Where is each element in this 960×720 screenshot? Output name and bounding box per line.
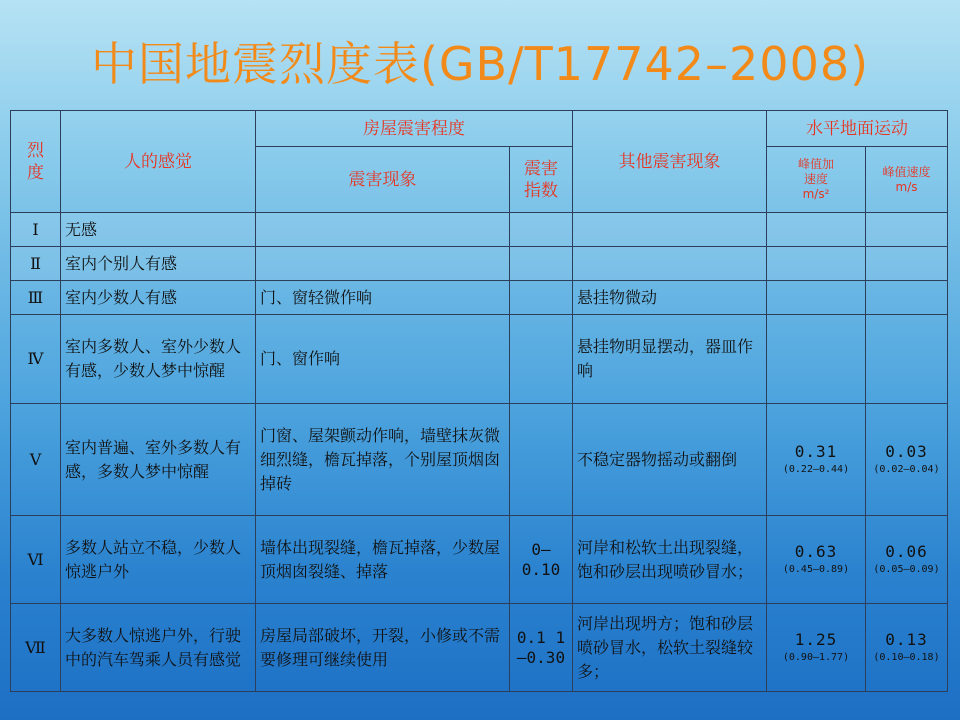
acc-cell: [767, 604, 866, 692]
feeling-cell: 室内少数人有感: [61, 281, 256, 315]
acc-value: 0.31: [794, 441, 838, 461]
acc-cell: [767, 404, 866, 516]
header-ground-motion: 水平地面运动: [767, 111, 948, 147]
vel-range: (0.05—0.09): [873, 563, 940, 575]
acc-range: (0.22—0.44): [782, 463, 850, 475]
degree-cell: Ⅰ: [11, 213, 61, 247]
degree-cell: Ⅴ: [11, 404, 61, 516]
index-cell: [510, 315, 573, 404]
index-cell: 0.1 1—0.30: [510, 604, 573, 692]
degree-cell: Ⅲ: [11, 281, 61, 315]
degree-cell: Ⅱ: [11, 247, 61, 281]
header-peak-vel-label: 峰值速度 m/s: [882, 164, 931, 194]
other-cell: 不稳定器物摇动或翻倒: [573, 404, 767, 516]
header-damage-index-label: 震害 指数: [524, 158, 558, 201]
other-cell: [573, 247, 767, 281]
header-other-phenomena: 其他震害现象: [573, 111, 767, 213]
acc-cell: [767, 281, 866, 315]
header-degree-label: 烈 度: [27, 140, 44, 183]
vel-cell: [866, 604, 948, 692]
feeling-cell: 室内个别人有感: [61, 247, 256, 281]
table-row: [11, 281, 948, 315]
damage-cell: 房屋局部破坏，开裂，小修或不需要修理可继续使用: [256, 604, 510, 692]
degree-cell: Ⅶ: [11, 604, 61, 692]
header-peak-acc: [767, 147, 866, 213]
damage-cell: [256, 247, 510, 281]
acc-value: 1.25: [794, 629, 838, 649]
damage-cell: 墙体出现裂缝，檐瓦掉落，少数屋顶烟囱裂缝、掉落: [256, 516, 510, 604]
acc-range: (0.45—0.89): [782, 563, 850, 575]
other-cell: [573, 213, 767, 247]
feeling-cell: 大多数人惊逃户外，行驶中的汽车驾乘人员有感觉: [61, 604, 256, 692]
table-row: [11, 315, 948, 404]
feeling-cell: 无感: [61, 213, 256, 247]
acc-cell: [767, 213, 866, 247]
table-row: [11, 404, 948, 516]
header-damage-phenomenon: 震害现象: [256, 147, 510, 213]
index-cell: [510, 247, 573, 281]
vel-cell: [866, 213, 948, 247]
table-row: [11, 247, 948, 281]
vel-cell: [866, 247, 948, 281]
table-row: [11, 213, 948, 247]
header-peak-vel: [866, 147, 948, 213]
damage-cell: 门、窗轻微作响: [256, 281, 510, 315]
vel-cell: [866, 516, 948, 604]
other-cell: 悬挂物微动: [573, 281, 767, 315]
header-peak-acc-label: 峰值加 速度 m/s²: [797, 157, 834, 201]
vel-range: (0.02—0.04): [873, 463, 940, 475]
other-cell: 河岸和松软土出现裂缝，饱和砂层出现喷砂冒水；: [573, 516, 767, 604]
vel-cell: [866, 281, 948, 315]
page-title: 中国地震烈度表(GB/T17742–2008): [90, 37, 870, 91]
header-house-damage: 房屋震害程度: [256, 111, 573, 147]
index-cell: [510, 281, 573, 315]
acc-cell: [767, 315, 866, 404]
feeling-cell: 室内多数人、室外少数人有感，少数人梦中惊醒: [61, 315, 256, 404]
header-feeling: 人的感觉: [61, 111, 256, 213]
vel-cell: [866, 315, 948, 404]
acc-cell: [767, 516, 866, 604]
header-degree: [11, 111, 61, 213]
degree-cell: Ⅵ: [11, 516, 61, 604]
table-row: [11, 516, 948, 604]
damage-cell: [256, 213, 510, 247]
vel-value: 0.13: [885, 629, 928, 649]
table-row: [11, 604, 948, 692]
index-cell: 0—0.10: [510, 516, 573, 604]
feeling-cell: 多数人站立不稳，少数人惊逃户外: [61, 516, 256, 604]
damage-cell: 门、窗作响: [256, 315, 510, 404]
vel-cell: [866, 404, 948, 516]
other-cell: 河岸出现坍方；饱和砂层喷砂冒水，松软土裂缝较多；: [573, 604, 767, 692]
index-cell: [510, 404, 573, 516]
intensity-table: [10, 110, 948, 692]
damage-cell: 门窗、屋架颤动作响，墙壁抹灰微细烈缝，檐瓦掉落，个别屋顶烟囱掉砖: [256, 404, 510, 516]
index-cell: [510, 213, 573, 247]
degree-cell: Ⅳ: [11, 315, 61, 404]
vel-value: 0.06: [885, 541, 928, 561]
acc-value: 0.63: [794, 541, 838, 561]
vel-range: (0.10—0.18): [873, 651, 940, 663]
other-cell: 悬挂物明显摆动，器皿作响: [573, 315, 767, 404]
feeling-cell: 室内普遍、室外多数人有感，多数人梦中惊醒: [61, 404, 256, 516]
vel-value: 0.03: [885, 441, 928, 461]
acc-cell: [767, 247, 866, 281]
header-damage-index: [510, 147, 573, 213]
acc-range: (0.90—1.77): [782, 651, 850, 663]
